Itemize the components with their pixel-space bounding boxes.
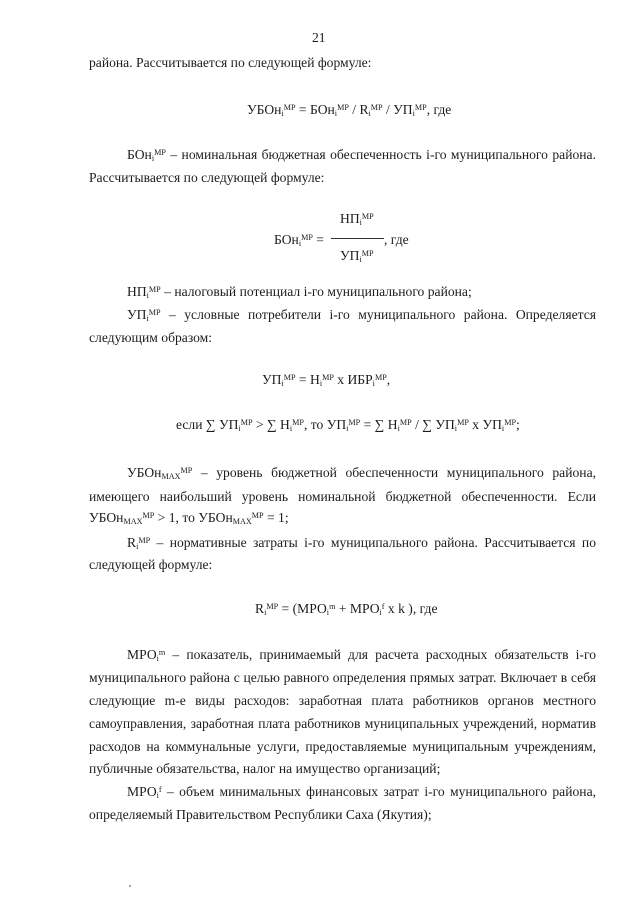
text-line: расходов на коммунальные услуги, предоставляемые муниципальным учреждениям,: [89, 739, 596, 754]
formula-r: $R_i^{МР} = (МРО_i^m + МРО_i^f$ х k ), где: [255, 601, 438, 618]
text-line: следующие m-е виды расходов: заработная плата работников органов местного: [89, 693, 596, 708]
text-line: района. Рассчитывается по следующей формуле:: [89, 55, 372, 70]
condition-ubon-max: УБОн$_{MAX}^{МР}$ > 1, то УБОн$_{MAX}^{МР}$ = 1;: [89, 510, 289, 527]
definition-up: $УП_i^{МР}$ – условные потребители i-го муниципального района. Определяется: [127, 307, 596, 324]
formula-bon-numerator: $НП_i^{МР}$: [340, 211, 374, 228]
text-line: имеющего наибольший уровень номинальной бюджетной обеспеченности. Если: [89, 489, 596, 504]
formula-bon-tail: , где: [384, 232, 409, 247]
formula-ubo: УБОн$_i^{МР}$ = $БОн_i^{МР} / R_i^{МР} / УП_i^{МР}$, где: [247, 102, 452, 119]
formula-bon-denominator: $УП_i^{МР}$: [340, 248, 374, 265]
definition-mro-m: $МРО_i^m$ – показатель, принимаемый для расчета расходных обязательств i-го: [127, 647, 596, 664]
text-line: следующей формуле:: [89, 557, 213, 572]
definition-bon: БОн$_i^{МР}$ – номинальная бюджетная обеспеченность i-го муниципального района.: [127, 147, 596, 164]
definition-r: $R_i^{МР}$ – нормативные затраты i-го муниципального района. Рассчитывается по: [127, 535, 596, 552]
definition-mro-f: $МРО_i^f$ – объем минимальных финансовых затрат i-го муниципального района,: [127, 784, 596, 801]
text-line: публичные обязательства, налог на имущество организаций;: [89, 761, 441, 776]
formula-bon-lhs: БОн$_i^{МР}$ =: [274, 232, 324, 249]
text-line: определяемый Правительством Республики Саха (Якутия);: [89, 807, 432, 822]
text-line: самоуправления, заработная плата работников муниципальных учреждений, норматив: [89, 716, 596, 731]
page-number: 21: [312, 30, 326, 45]
text-line: Рассчитывается по следующей формуле:: [89, 170, 325, 185]
formula-up: $УП_i^{МР} = Н_i^{МР}$ х $ИБР_i^{МР}$,: [262, 372, 391, 389]
formula-up-condition: если ∑ $УП_i^{МР}$ > ∑ $Н_i^{МР}$, то $УП_i^{МР}$ = ∑ $Н_i^{МР}$ / ∑ $УП_i^{МР}$ х $УП_i^{МР}$;: [176, 417, 520, 434]
definition-ubon-max: УБОн$_{MAX}^{МР}$ – уровень бюджетной обеспеченности муниципального района,: [127, 465, 596, 482]
text-line: следующим образом:: [89, 330, 213, 345]
fraction-bar: [331, 238, 384, 239]
definition-np: $НП_i^{МР}$ – налоговый потенциал i-го муниципального района;: [127, 284, 472, 301]
scan-speck: [129, 885, 131, 887]
text-line: муниципального района с целью равного определения прямых затрат. Включает в себя: [89, 670, 596, 685]
